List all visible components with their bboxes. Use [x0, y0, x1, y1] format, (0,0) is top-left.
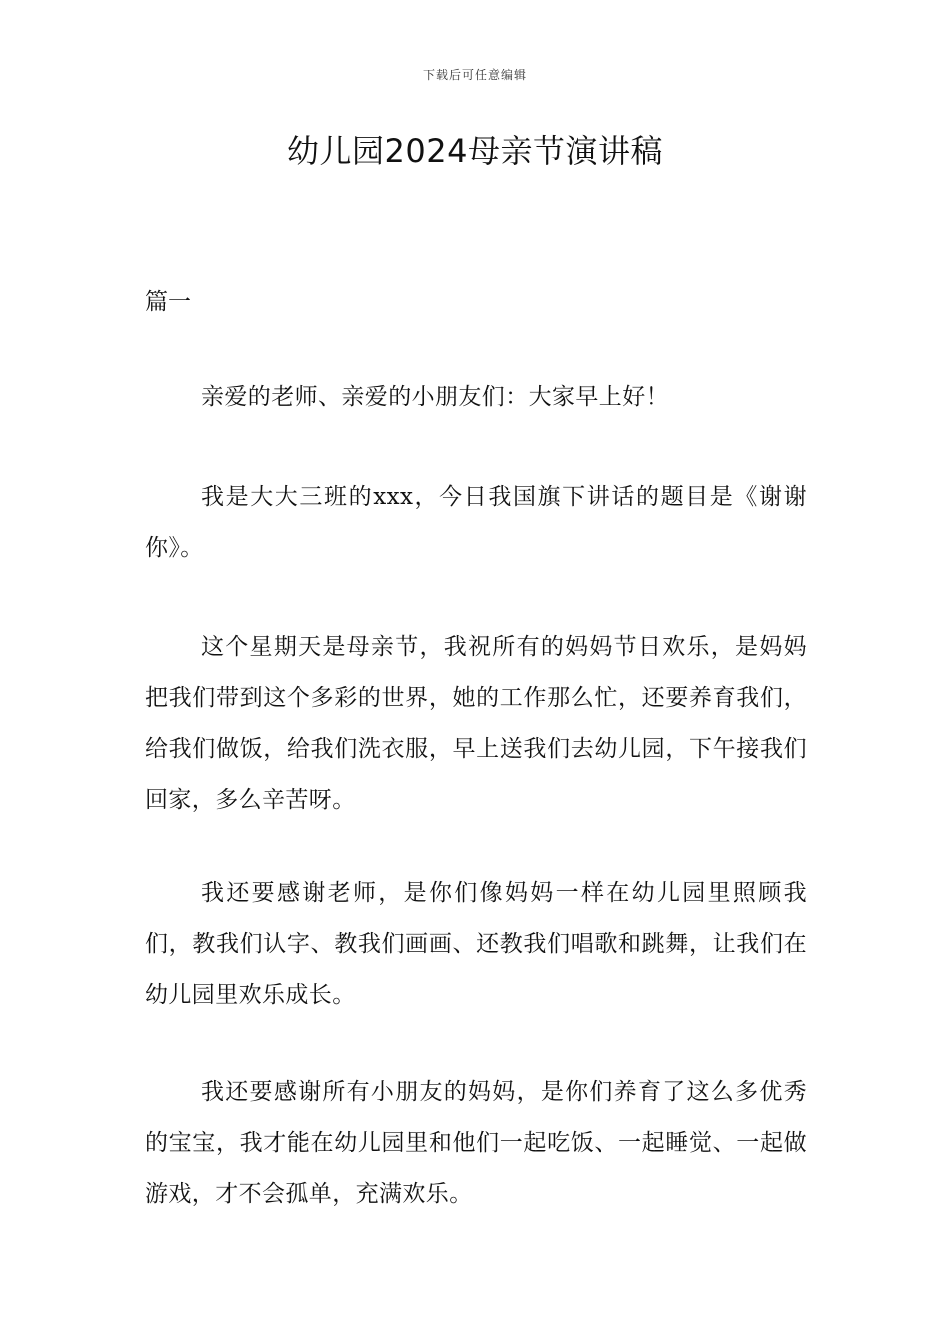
section-label: 篇一 [145, 289, 191, 315]
paragraph-mothers-day: 这个星期天是母亲节，我祝所有的妈妈节日欢乐，是妈妈把我们带到这个多彩的世界，她的工作那么忙，还要养育我们，给我们做饭，给我们洗衣服，早上送我们去幼儿园，下午接我们回家，多么辛苦呀。 [145, 634, 807, 813]
document-title: 幼儿园2024母亲节演讲稿 [287, 132, 663, 170]
paragraph-greeting: 亲爱的老师、亲爱的小朋友们：大家早上好！ [201, 384, 669, 410]
header-note: 下载后可任意编辑 [422, 68, 527, 82]
paragraph-thank-teachers: 我还要感谢老师，是你们像妈妈一样在幼儿园里照顾我们，教我们认字、教我们画画、还教我们唱歌和跳舞，让我们在幼儿园里欢乐成长。 [145, 880, 807, 1008]
paragraph-intro: 我是大大三班的xxx，今日我国旗下讲话的题目是《谢谢你》。 [145, 484, 807, 561]
paragraph-thank-mothers: 我还要感谢所有小朋友的妈妈，是你们养育了这么多优秀的宝宝，我才能在幼儿园里和他们一起吃饭、一起睡觉、一起做游戏，才不会孤单，充满欢乐。 [145, 1079, 807, 1207]
